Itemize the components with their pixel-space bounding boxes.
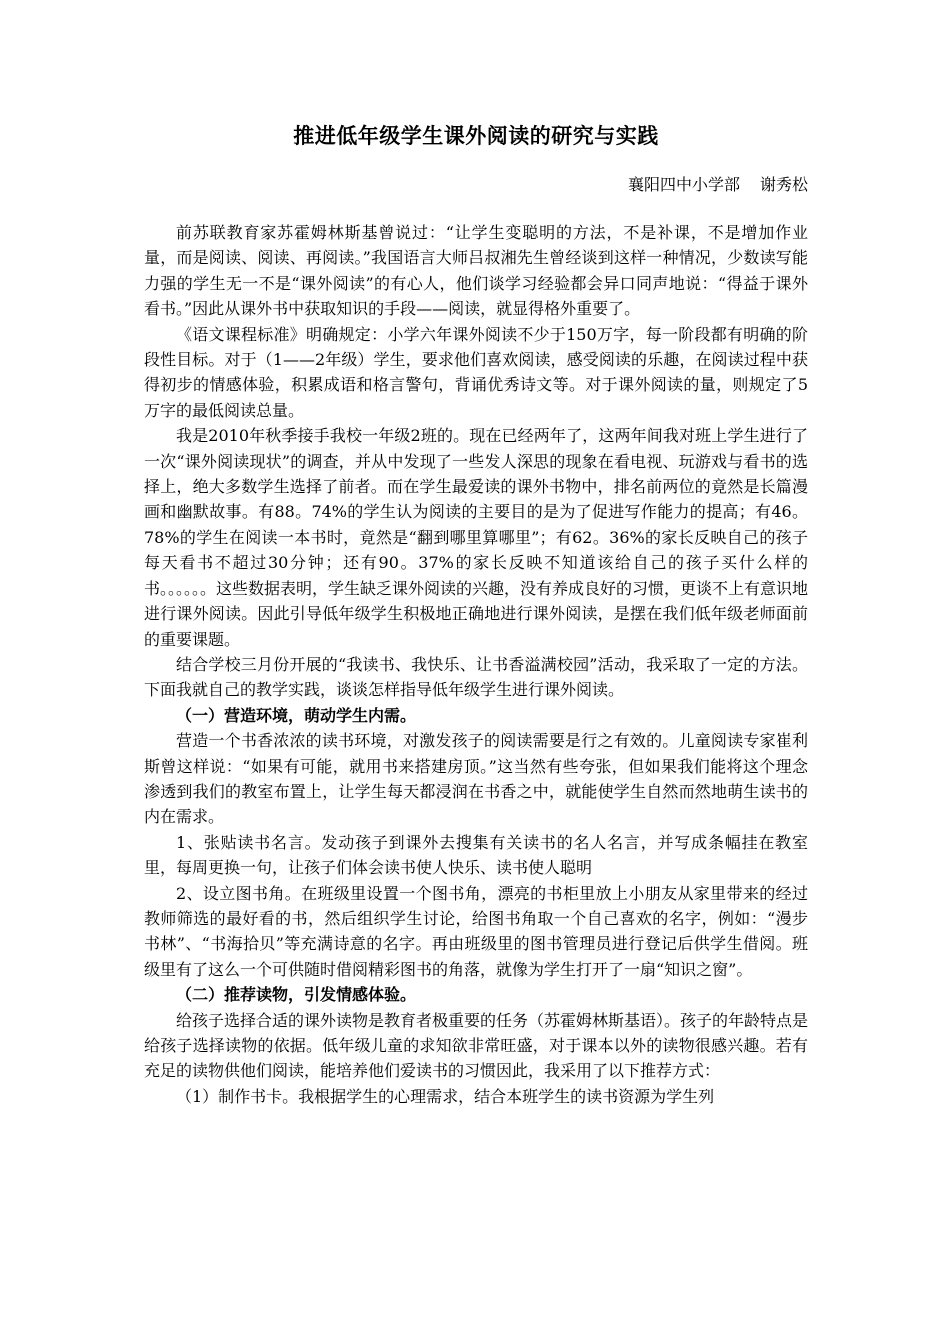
section-heading-1: （一）营造环境，萌动学生内需。 (176, 705, 417, 725)
paragraph-intro-quote: 前苏联教育家苏霍姆林斯基曾说过：“让学生变聪明的方法，不是补课，不是增加作业量，而是阅读、阅读、再阅读。”我国语言大师吕叔湘先生曾经谈到这样一种情况，少数读写能力强的学生无一不是“课外阅读”的有心人，他们谈学习经验都会异口同声地说：“得益于课外看书。”因此从课外书中获取知识的手段——阅读，就显得格外重要了。 (144, 223, 808, 319)
author-organization: 襄阳四中小学部 (627, 175, 740, 194)
paragraph-recommend-books: 给孩子选择合适的课外读物是教育者极重要的任务（苏霍姆林斯基语）。孩子的年龄特点是给孩子选择读物的依据。低年级儿童的求知欲非常旺盛，对于课本以外的读物很感兴趣。若有充足的读物供他们阅读，能培养他们爱读书的习惯因此，我采用了以下推荐方式： (144, 1010, 809, 1081)
paragraph-book-corner: 2、设立图书角。在班级里设置一个图书角，漂亮的书柜里放上小朋友从家里带来的经过教师筛选的最好看的书，然后组织学生讨论，给图书角取一个自己喜欢的名字，例如：“漫步书林”、“书海拾贝”等充满诗意的名字。再由班级里的图书管理员进行登记后供学生借阅。班级里有了这么一个可供随时借阅精彩图书的角落，就像为学生打开了一扇“知识之窗”。 (144, 883, 808, 979)
author-name: 谢秀松 (759, 175, 808, 194)
paragraph-post-quotes: 1、张贴读书名言。发动孩子到课外去搜集有关读书的名人名言，并写成条幅挂在教室里，每周更换一句，让孩子们体会读书使人快乐、读书使人聪明 (144, 832, 808, 878)
paragraph-survey-findings: 我是2010年秋季接手我校一年级2班的。现在已经两年了，这两年间我对班上学生进行了一次“课外阅读现状”的调查，并从中发现了一些发人深思的现象在看电视、玩游戏与看书的选择上，绝大多数学生选择了前者。而在学生最爱读的课外书物中，排名前两位的竟然是长篇漫画和幽默故事。有88。74%的学生认为阅读的主要目的是为了促进写作能力的提高；有46。78%的学生在阅读一本书时，竟然是“翻到哪里算哪里”；有62。36%的家长反映自己的孩子每天看书不超过30分钟；还有90。37%的家长反映不知道该给自己的孩子买什么样的书。。。。。。这些数据表明，学生缺乏课外阅读的兴趣，没有养成良好的习惯，更谈不上有意识地进行课外阅读。因此引导低年级学生积极地正确地进行课外阅读，是摆在我们低年级老师面前的重要课题。 (144, 426, 809, 649)
paragraph-book-cards: （1）制作书卡。我根据学生的心理需求，结合本班学生的读书资源为学生列 (176, 1086, 715, 1106)
author-line (144, 172, 808, 198)
paragraph-school-activity: 结合学校三月份开展的“我读书、我快乐、让书香溢满校园”活动，我采取了一定的方法。下面我就自己的教学实践，谈谈怎样指导低年级学生进行课外阅读。 (144, 654, 808, 700)
section-heading-2: （二）推荐读物，引发情感体验。 (176, 985, 417, 1005)
paragraph-curriculum-standard: 《语文课程标准》明确规定：小学六年课外阅读不少于150万字，每一阶段都有明确的阶段性目标。对于（1——2年级）学生，要求他们喜欢阅读，感受阅读的乐趣，在阅读过程中获得初步的情感体验，积累成语和格言警句，背诵优秀诗文等。对于课外阅读的量，则规定了5万字的最低阅读总量。 (144, 324, 808, 420)
document-page (144, 118, 808, 1109)
document-title: 推进低年级学生课外阅读的研究与实践 (293, 124, 659, 148)
paragraph-environment: 营造一个书香浓浓的读书环境，对激发孩子的阅读需要是行之有效的。儿童阅读专家崔利斯曾这样说：“如果有可能，就用书来搭建房顶。”这当然有些夸张，但如果我们能将这个理念渗透到我们的教室布置上，让学生每天都浸润在书香之中，就能使学生自然而然地萌生读书的内在需求。 (144, 731, 808, 827)
